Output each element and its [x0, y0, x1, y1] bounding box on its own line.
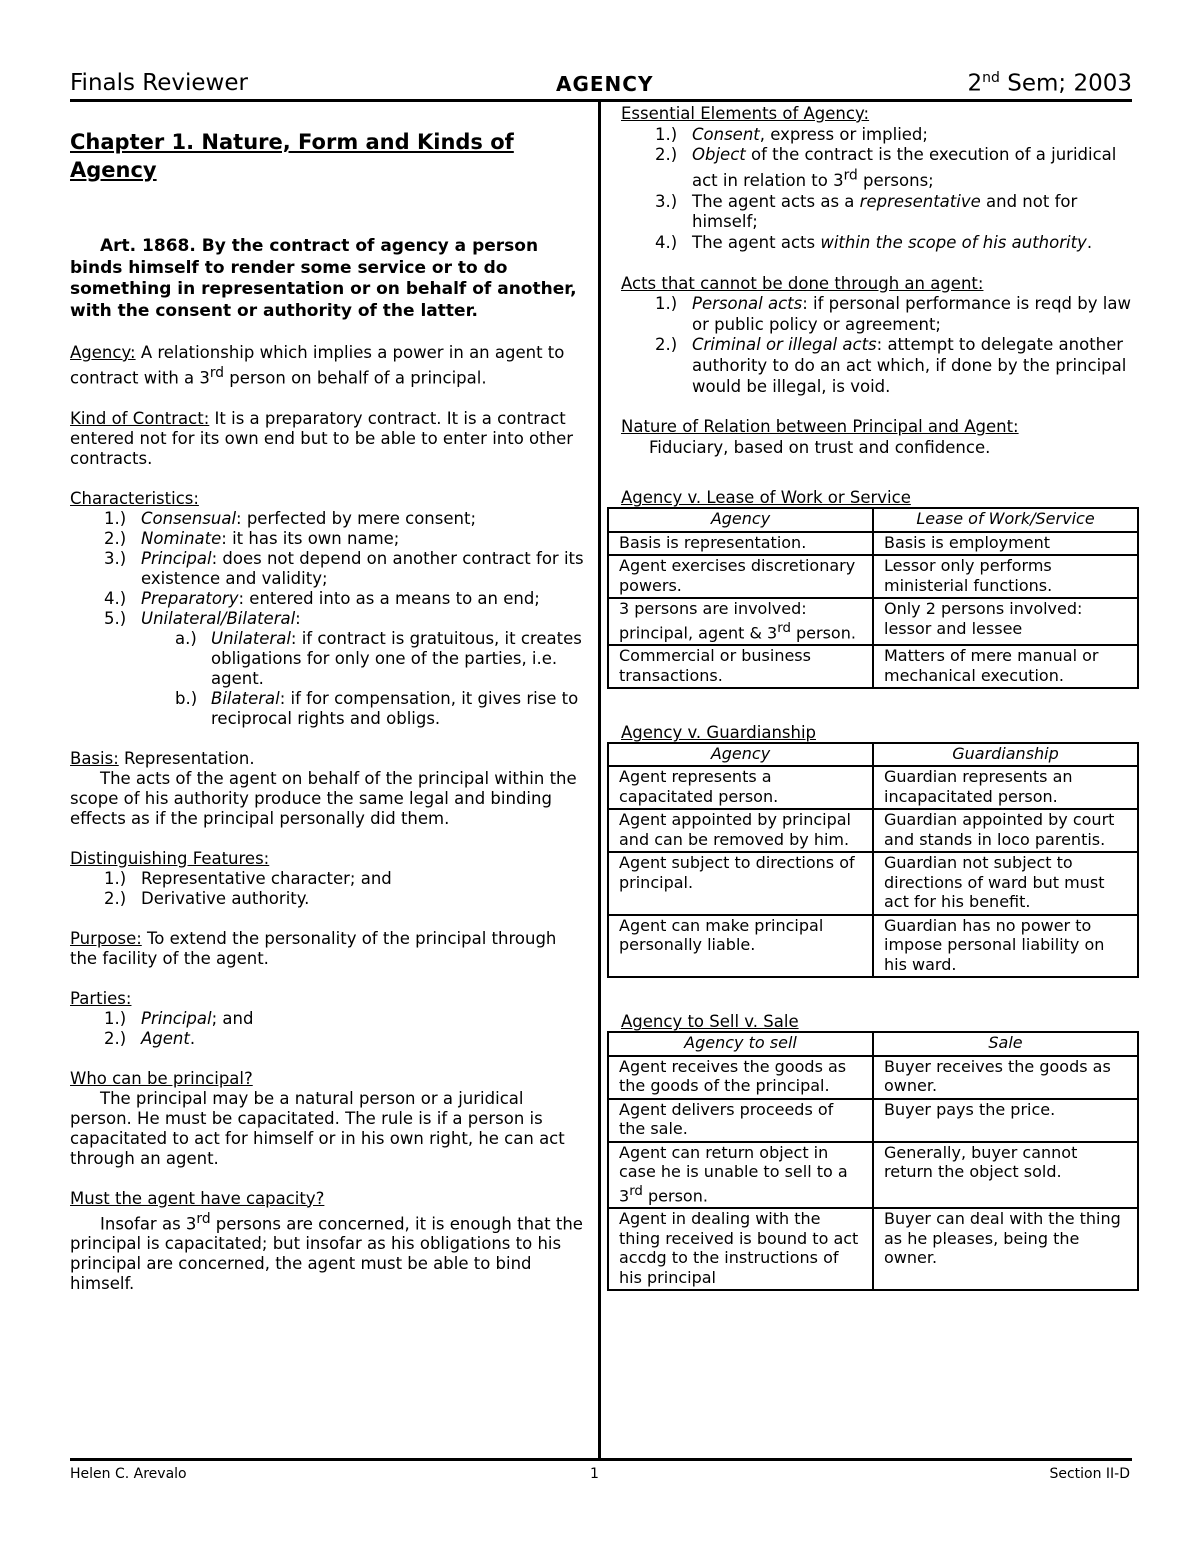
table-cell: Only 2 persons involved: lessor and lessee [873, 598, 1138, 645]
table-row [608, 555, 1138, 598]
table-cell: Basis is representation. [608, 532, 873, 556]
table-cell: Commercial or business transactions. [608, 645, 873, 688]
table-agency-vs-sale [607, 1031, 1139, 1291]
table-row [608, 1056, 1138, 1099]
table-cell: Agent can return object in case he is unable to sell to a 3rd person. [608, 1142, 873, 1209]
table-cell: Guardian has no power to impose personal liability on his ward. [873, 915, 1138, 978]
distinguishing-list [70, 869, 585, 909]
table-header-row [608, 1032, 1138, 1056]
table-lease-caption: Agency v. Lease of Work or Service [621, 488, 911, 508]
table-cell: Lessor only performs ministerial functions. [873, 555, 1138, 598]
table-row [608, 1208, 1138, 1290]
list-item: 2.) Criminal or illegal acts: attempt to delegate another authority to do an act which, if done by the principal would be illegal, is void. [655, 335, 1127, 396]
list-item: 4.) The agent acts within the scope of his authority. [655, 233, 1093, 253]
kind-of-contract: Kind of Contract: It is a preparatory contract. It is a contract entered not for its own end but to be able to enter into other contracts. [70, 408, 574, 468]
list-item: 2.) Derivative authority. [104, 888, 310, 908]
list-item: 3.) Principal: does not depend on another contract for its existence and validity; [104, 548, 584, 588]
list-item: a.) Unilateral: if contract is gratuitous, it creates obligations for only one of the parties, i.e. agent. [175, 628, 582, 688]
characteristics-sublist [70, 629, 585, 729]
table-cell: Guardian represents an incapacitated person. [873, 766, 1138, 809]
table-cell: Agent receives the goods as the goods of the principal. [608, 1056, 873, 1099]
list-item: 1.) Principal; and [104, 1008, 254, 1028]
page-number: 1 [590, 1466, 599, 1482]
table-cell: Guardian appointed by court and stands in loco parentis. [873, 809, 1138, 852]
agent-capacity: Must the agent have capacity? Insofar as 3rd persons are concerned, it is enough that the principal is capacitated; but insofar as his obligations to his principal are concerned, the agent must be able to bind himself. [70, 1188, 583, 1293]
table-cell: Agent appointed by principal and can be removed by him. [608, 809, 873, 852]
article-1868: Art. 1868. By the contract of agency a person binds himself to render some service or to do something in representation or on behalf of another, with the consent or authority of the latter. [70, 236, 577, 321]
header-left: Finals Reviewer [70, 70, 248, 96]
distinguishing-features: Distinguishing Features: 1.) Representative character; and 2.) Derivative authority. [70, 849, 585, 909]
table-row [608, 532, 1138, 556]
list-item: 2.) Agent. [104, 1028, 196, 1048]
table-header-row [608, 508, 1138, 532]
right-column [621, 104, 1139, 1291]
list-item: b.) Bilateral: if for compensation, it gives rise to reciprocal rights and obligs. [175, 688, 579, 728]
footer-section: Section II-D [1049, 1466, 1130, 1482]
nature-of-relation: Nature of Relation between Principal and Agent: Fiduciary, based on trust and confidence. [621, 417, 1019, 457]
table-row [608, 598, 1138, 645]
table-cell: Buyer can deal with the thing as he pleases, being the owner. [873, 1208, 1138, 1290]
list-item: 5.) Unilateral/Bilateral: [104, 608, 301, 628]
list-item: 2.) Object of the contract is the execution of a juridical act in relation to 3rd persons; [655, 145, 1117, 191]
table-row [608, 1099, 1138, 1142]
characteristics: Characteristics: 1.) Consensual: perfected by mere consent; 2.) Nominate: it has its own name; 3.) Principal: does not depend on another contract for its existence and validity; 4.) Preparatory: entered into as a means to an end; 5.) Unilateral/Bilateral: a.) Unilateral: if contract is gratuitous, it creates obligations for only one of the parties, i.e. agent. b.) Bilateral: if for compensation, it gives rise to reciprocal rights and obligs. [70, 488, 584, 728]
essential-elements-list [621, 125, 1139, 254]
table-cell: Agent exercises discretionary powers. [608, 555, 873, 598]
who-can-be-principal: Who can be principal? The principal may be a natural person or a juridical person. He must be capacitated. The rule is if a person is capacitated to act for himself or in his own right, he can act through an agent. [70, 1068, 565, 1168]
column-divider [598, 100, 601, 1460]
table-cell: Buyer receives the goods as owner. [873, 1056, 1138, 1099]
table-header-cell: Agency [608, 743, 873, 767]
acts-not-delegable: Acts that cannot be done through an agent: 1.) Personal acts: if personal performance is reqd by law or public policy or agreement; 2.) Criminal or illegal acts: attempt to delegate another authority to do an act which, if done by the principal would be illegal, is void. [621, 274, 1139, 398]
table-cell: Agent can make principal personally liable. [608, 915, 873, 978]
chapter-title: Chapter 1. Nature, Form and Kinds of Agency [70, 130, 514, 182]
table-guardianship-caption: Agency v. Guardianship [621, 723, 817, 743]
table-cell: Agent delivers proceeds of the sale. [608, 1099, 873, 1142]
acts-list [621, 294, 1139, 397]
table-header-cell: Guardianship [873, 743, 1138, 767]
table-cell: Agent subject to directions of principal. [608, 852, 873, 915]
table-header-cell: Agency [608, 508, 873, 532]
table-sale-caption: Agency to Sell v. Sale [621, 1012, 799, 1032]
list-item: 1.) Consent, express or implied; [655, 124, 928, 144]
table-cell: Generally, buyer cannot return the object sold. [873, 1142, 1138, 1209]
table-row [608, 852, 1138, 915]
table-cell: Basis is employment [873, 532, 1138, 556]
table-header-cell: Agency to sell [608, 1032, 873, 1056]
footer-rule [70, 1458, 1132, 1461]
list-item: 3.) The agent acts as a representative and not for himself; [655, 191, 1078, 232]
table-cell: Matters of mere manual or mechanical execution. [873, 645, 1138, 688]
table-row [608, 645, 1138, 688]
list-item: 4.) Preparatory: entered into as a means to an end; [104, 588, 540, 608]
table-cell: Agent represents a capacitated person. [608, 766, 873, 809]
agency-definition: Agency: A relationship which implies a power in an agent to contract with a 3rd person on behalf of a principal. [70, 343, 565, 388]
list-item: 1.) Representative character; and [104, 868, 392, 888]
page-header [70, 70, 1132, 100]
list-item: 1.) Consensual: perfected by mere consent; [104, 508, 476, 528]
list-item: 2.) Nominate: it has its own name; [104, 528, 400, 548]
table-row [608, 1142, 1138, 1209]
purpose: Purpose: To extend the personality of the principal through the facility of the agent. [70, 928, 557, 968]
table-cell: Buyer pays the price. [873, 1099, 1138, 1142]
table-header-cell: Lease of Work/Service [873, 508, 1138, 532]
table-cell: Guardian not subject to directions of ward but must act for his benefit. [873, 852, 1138, 915]
list-item: 1.) Personal acts: if personal performance is reqd by law or public policy or agreement; [655, 294, 1131, 334]
table-agency-vs-lease [607, 507, 1139, 689]
table-agency-vs-guardianship [607, 742, 1139, 979]
header-rule [70, 99, 1132, 102]
left-column [70, 128, 585, 1314]
characteristics-list [70, 509, 585, 629]
table-header-cell: Sale [873, 1032, 1138, 1056]
basis: Basis: Representation. The acts of the agent on behalf of the principal within the scope of his authority produce the same legal and binding effects as if the principal personally did them. [70, 748, 577, 828]
parties-list [70, 1009, 585, 1049]
table-row [608, 915, 1138, 978]
header-right: 2nd Sem; 2003 [967, 70, 1132, 97]
footer-author: Helen C. Arevalo [70, 1466, 187, 1482]
table-header-row [608, 743, 1138, 767]
header-title: AGENCY [556, 72, 654, 96]
essential-elements: Essential Elements of Agency: 1.) Consent, express or implied; 2.) Object of the contract is the execution of a juridical act in relation to 3rd persons; 3.) The agent acts as a representative and not for himself; 4.) The agent acts within the scope of his authority. [621, 104, 1139, 254]
parties: Parties: 1.) Principal; and 2.) Agent. [70, 989, 585, 1049]
table-row [608, 809, 1138, 852]
table-row [608, 766, 1138, 809]
table-cell: 3 persons are involved: principal, agent & 3rd person. [608, 598, 873, 645]
table-cell: Agent in dealing with the thing received is bound to act accdg to the instructions of his principal [608, 1208, 873, 1290]
